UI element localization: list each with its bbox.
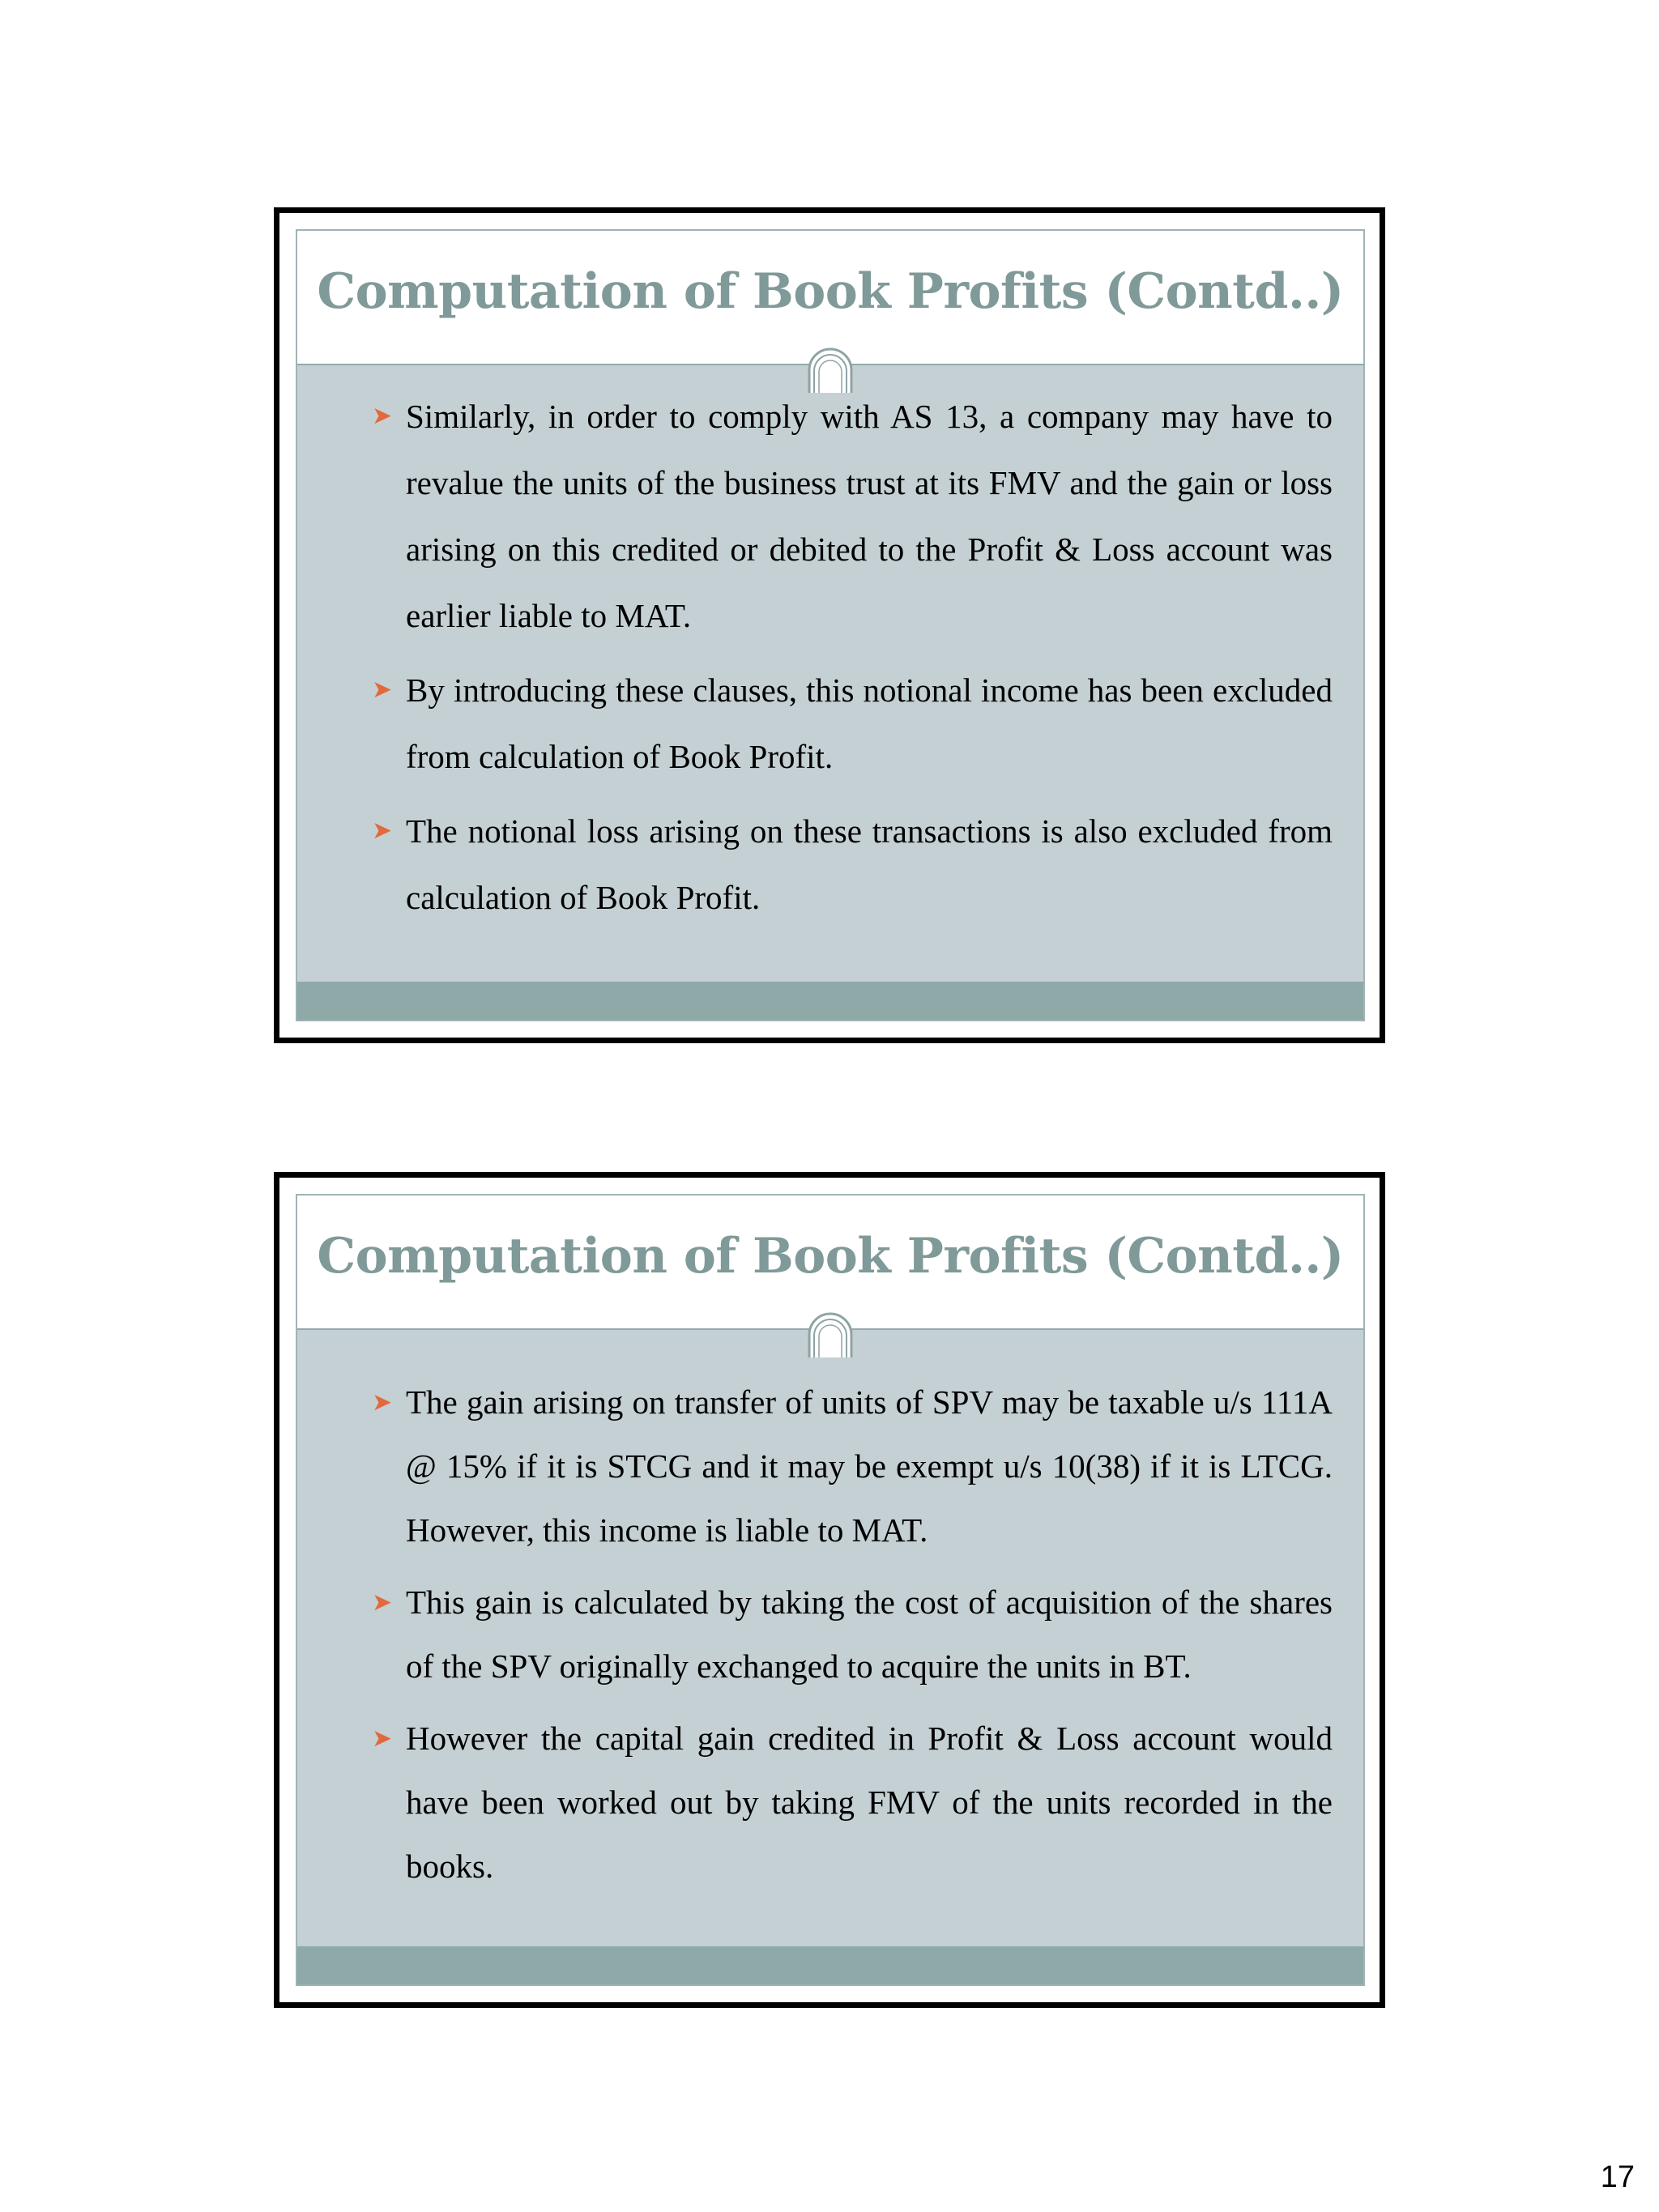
bullet-item	[372, 798, 1333, 931]
bullet-text: The notional loss arising on these transactions is also excluded from calculation of Book Profit.	[406, 812, 1333, 916]
bullet-item	[372, 1370, 1333, 1562]
slide-2	[274, 1172, 1385, 2008]
arrowhead-bullet-icon: ➤	[372, 1725, 393, 1752]
bullet-item	[372, 383, 1333, 649]
bullet-item	[372, 1707, 1333, 1899]
bullet-list	[372, 383, 1333, 939]
slide-footer-band	[297, 1946, 1363, 1984]
title-ornament-icon	[803, 1301, 858, 1359]
arrowhead-bullet-icon: ➤	[372, 1389, 393, 1416]
slide-content	[296, 1194, 1365, 1986]
slide-title: Computation of Book Profits (Contd..)	[317, 1228, 1344, 1285]
arrowhead-bullet-icon: ➤	[372, 817, 393, 844]
bullet-list	[372, 1370, 1333, 1907]
slide-body	[297, 365, 1363, 985]
arrowhead-bullet-icon: ➤	[372, 403, 393, 429]
page-number: 17	[1600, 2160, 1635, 2194]
slide-footer-band	[297, 982, 1363, 1020]
arrowhead-bullet-icon: ➤	[372, 1589, 393, 1616]
slide-content	[296, 229, 1365, 1021]
bullet-text: By introducing these clauses, this notional income has been excluded from calculation of Book Profit.	[406, 671, 1333, 775]
bullet-text: The gain arising on transfer of units of SPV may be taxable u/s 111A @ 15% if it is STCG and it may be exempt u/s 10(38) if it is LTCG. However, this income is liable to MAT.	[406, 1383, 1333, 1549]
title-ornament-icon	[803, 336, 858, 394]
slide-title: Computation of Book Profits (Contd..)	[317, 263, 1344, 320]
arrowhead-bullet-icon: ➤	[372, 676, 393, 703]
bullet-text: However the capital gain credited in Profit & Loss account would have been worked out by taking FMV of the units recorded in the books.	[406, 1720, 1333, 1885]
bullet-item	[372, 1571, 1333, 1698]
bullet-text: Similarly, in order to comply with AS 13, a company may have to revalue the units of the business trust at its FMV and the gain or loss arising on this credited or debited to the Profit & Loss account was earlier liable to MAT.	[406, 398, 1333, 634]
bullet-item	[372, 657, 1333, 790]
slide-1	[274, 207, 1385, 1043]
bullet-text: This gain is calculated by taking the cost of acquisition of the shares of the SPV originally exchanged to acquire the units in BT.	[406, 1583, 1333, 1685]
slide-body	[297, 1330, 1363, 1950]
